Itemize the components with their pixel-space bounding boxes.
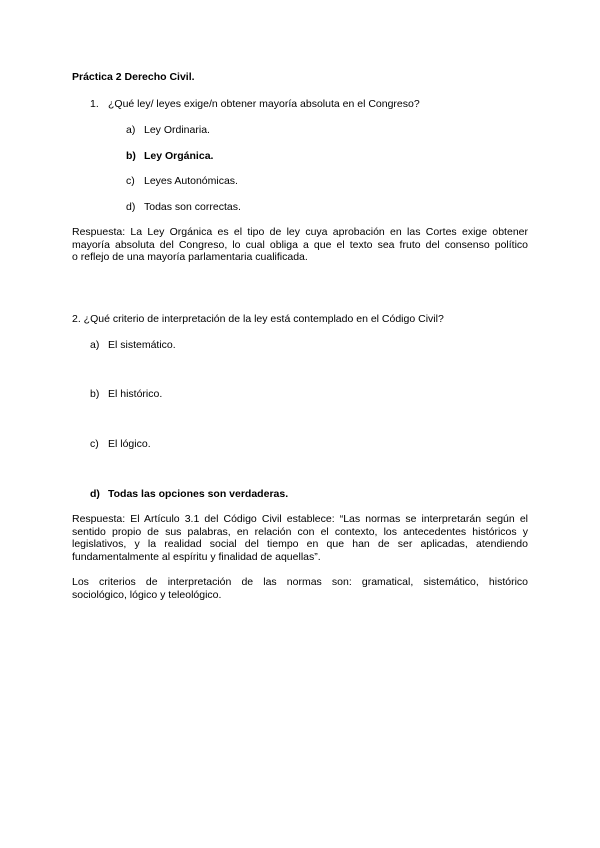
question-1-text: ¿Qué ley/ leyes exige/n obtener mayoría absoluta en el Congreso? — [108, 98, 420, 110]
answer-1-line: o reflejo de una mayoría parlamentaria cualificada. — [72, 251, 308, 263]
answer-1-line: mayoría absoluta del Congreso, lo cual obliga a que el texto sea fruto del consenso político — [72, 238, 528, 251]
q1-option-c-text: Leyes Autonómicas. — [144, 175, 238, 187]
q2-option-c-letter: c) — [90, 438, 99, 450]
q1-option-c-letter: c) — [126, 175, 135, 187]
q1-option-a-text: Ley Ordinaria. — [144, 124, 210, 136]
answer-2-line: legislativos, y la realidad social del tiempo en que han de ser aplicadas, atendiendo — [72, 538, 528, 550]
question-2-text: 2. ¿Qué criterio de interpretación de la ley está contemplado en el Código Civil? — [72, 313, 444, 325]
q2-option-d-text: Todas las opciones son verdaderas. — [108, 488, 289, 500]
q1-option-a-letter: a) — [126, 124, 136, 136]
criteria-line: Los criterios de interpretación de las normas son: gramatical, sistemático, histórico — [72, 576, 528, 588]
q2-option-a-text: El sistemático. — [108, 339, 176, 351]
answer-2-line: Respuesta: El Artículo 3.1 del Código Civil establece: “Las normas se interpretarán según el — [72, 513, 528, 525]
q2-option-a-letter: a) — [90, 339, 100, 351]
question-1-number: 1. — [90, 98, 99, 110]
criteria-paragraph — [72, 576, 528, 601]
q2-option-b-letter: b) — [90, 388, 100, 400]
q1-option-d-letter: d) — [126, 201, 136, 213]
criteria-line: sociológico, lógico y teleológico. — [72, 588, 222, 601]
question-2-answer — [72, 513, 528, 563]
q1-option-b-text: Ley Orgánica. — [144, 150, 214, 162]
answer-2-line: sentido propio de sus palabras, en relación con el contexto, los antecedentes históricos y — [72, 525, 528, 538]
q2-option-d-letter: d) — [90, 488, 100, 500]
q2-option-b-text: El histórico. — [108, 388, 163, 400]
question-1-answer — [72, 226, 528, 264]
q2-option-c-text: El lógico. — [108, 438, 151, 450]
q1-option-d-text: Todas son correctas. — [144, 201, 241, 213]
answer-1-line: Respuesta: La Ley Orgánica es el tipo de ley cuya aprobación en las Cortes exige obtener — [72, 226, 528, 238]
answer-2-line: fundamentalmente al espíritu y finalidad de aquellas”. — [72, 550, 321, 563]
document-title: Práctica 2 Derecho Civil. — [72, 71, 195, 83]
q1-option-b-letter: b) — [126, 150, 136, 162]
